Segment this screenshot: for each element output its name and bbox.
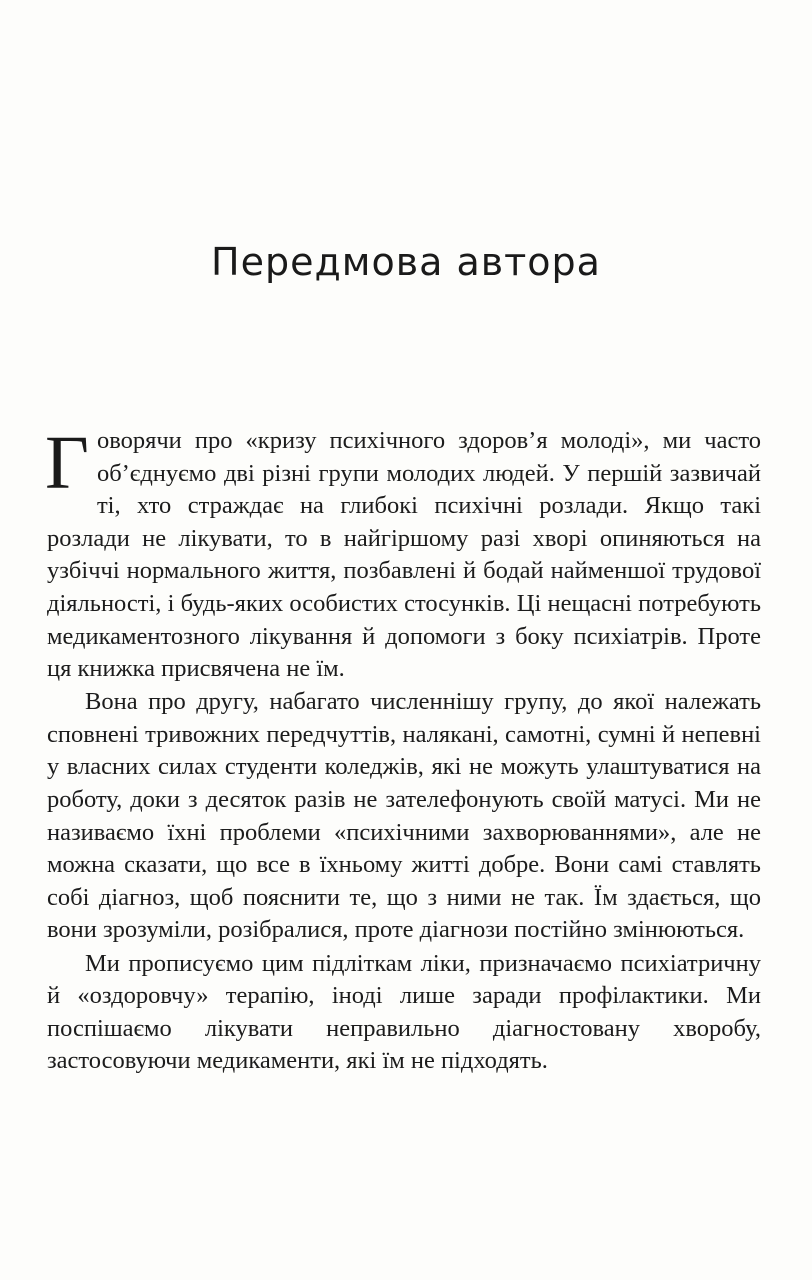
paragraph-3: Ми прописуємо цим підліткам ліки, призначаємо психіатричну й «оздоровчу» терапію, іноді лише заради профілактики. Ми поспішаємо лікувати неправильно діагностовану хворобу, застосовуючи медикаменти, які їм не підходять.	[47, 949, 761, 1075]
paragraph-1	[45, 421, 761, 686]
chapter-title: Передмова автора	[211, 240, 601, 284]
drop-cap-letter: Г	[45, 421, 89, 505]
paragraph-1-text: оворячи про «кризу психічного здоров’я молоді», ми часто об’єднуємо дві різні групи молодих людей. У першій зазвичай ті, хто страждає на глибокі психічні розлади. Якщо такі розлади не лікувати, то в найгіршому разі хворі опиняються на узбіччі нормального життя, позбавлені й бодай найменшої трудової діяльності, і будь-яких особистих стосунків. Ці нещасні потребують медикаментозного лікування й допомоги з боку психіатрів. Проте ця книжка присвячена не їм.	[47, 427, 761, 683]
body-text	[45, 421, 761, 1078]
paragraph-2: Вона про другу, набагато численнішу групу, до якої належать сповнені тривожних передчуттів, налякані, самотні, сумні й непевні у власних силах студенти коледжів, які не можуть улаштуватися на роботу, доки з десяток разів не зателефонують своїй матусі. Ми не називаємо їхні проблеми «психічними захворюваннями», але не можна сказати, що все в їхньому житті добре. Вони самі ставлять собі діагноз, щоб пояснити те, що з ними не так. Їм здається, що вони зрозуміли, розібралися, проте діагнози постійно змінюються.	[47, 688, 761, 944]
